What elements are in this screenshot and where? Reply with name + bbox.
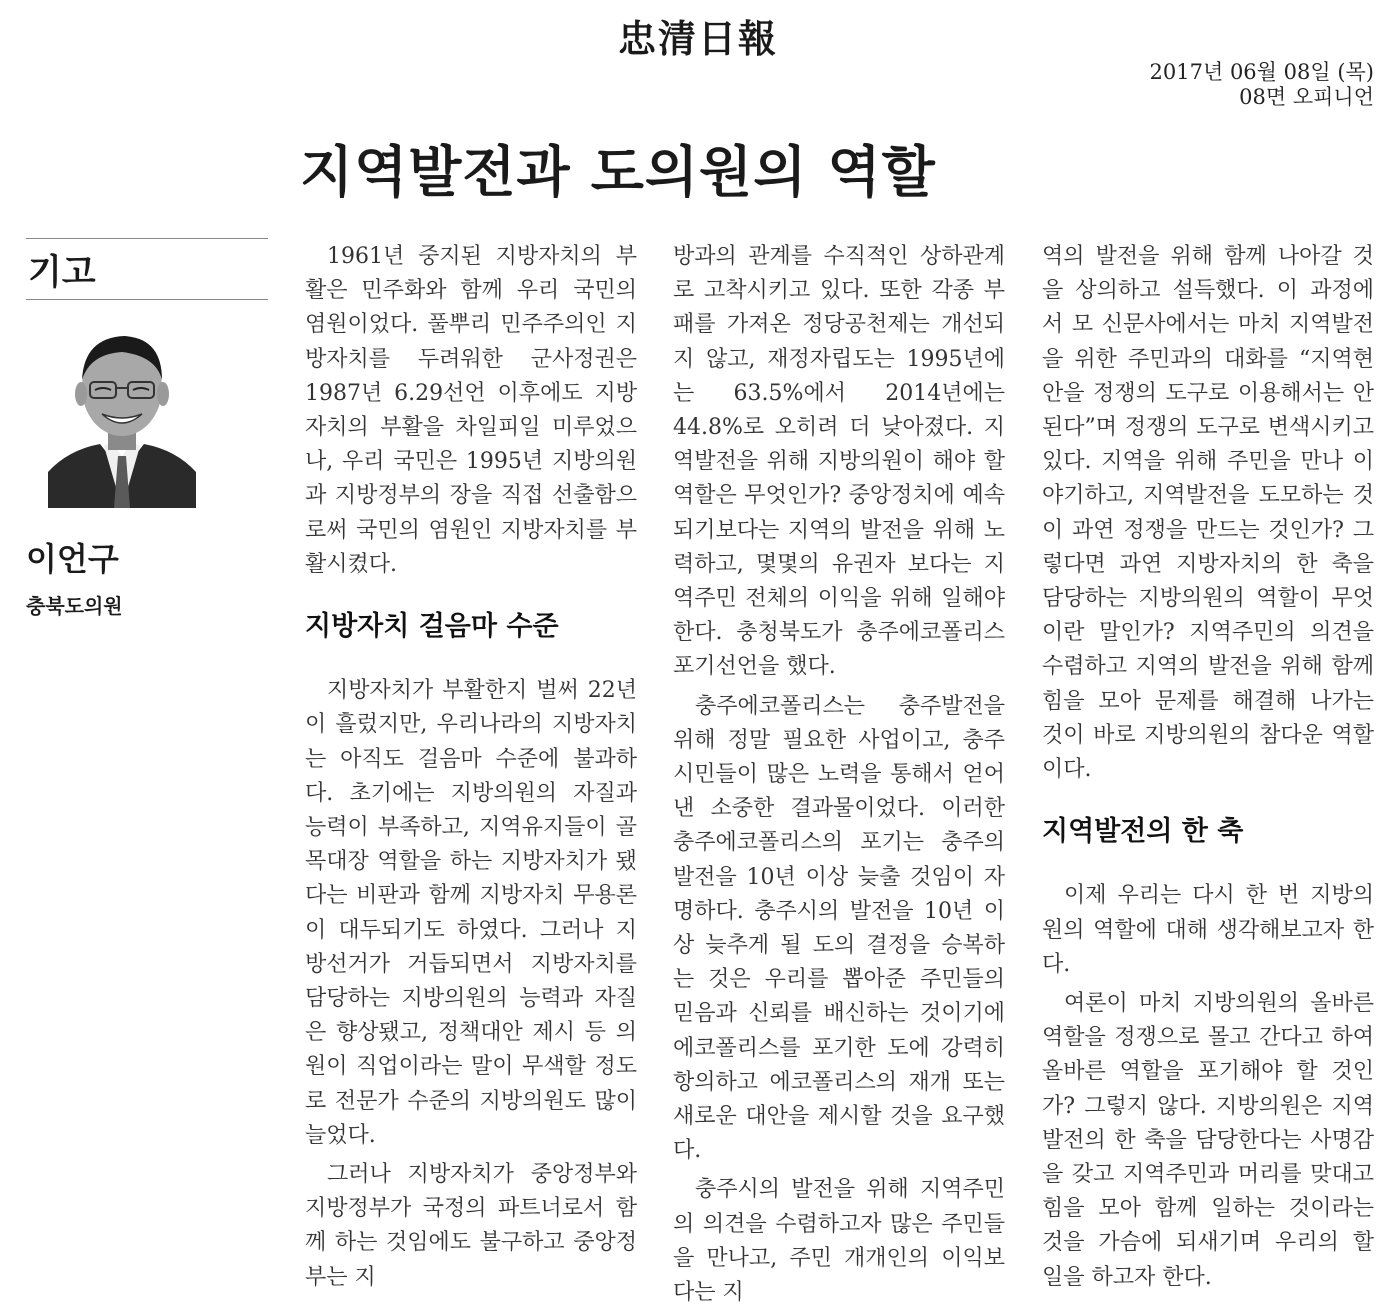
subheading: 지역발전의 한 축 [1042,816,1244,848]
article-column-3 [1042,240,1374,1295]
author-photo [48,322,196,508]
article-category: 기고 [28,253,96,293]
author-sidebar [26,238,268,619]
page-section: 08면 오피니언 [1239,85,1374,109]
article-headline: 지역발전과 도의원의 역할 [300,140,936,204]
sidebar-bottom-rule [26,299,268,300]
article-column-2 [673,240,1005,1310]
paragraph: 충주에코폴리스는 충주발전을 위해 정말 필요한 사업이고, 충주시민들이 많은 노력을 통해서 얻어낸 소중한 결과물이었다. 이러한 충주에코폴리스의 포기는 충주의 발전을 10년 이상 늦출 것임이 자명하다. 충주시의 발전을 10년 이상 늦추게 될 도의 결정을 승복하는 것은 우리를 뽑아준 주민들의 믿음과 신뢰를 배신하는 것이기에 에코폴리스를 포기한 도에 강력히 항의하고 에코폴리스의 재개 또는 새로운 대안을 제시할 것을 요구했다. [673,693,1005,1164]
author-role: 충북도의원 [26,594,123,618]
subheading: 지방자치 걸음마 수준 [305,611,559,643]
paragraph: 그러나 지방자치가 중앙정부와 지방정부가 국정의 파트너로서 함께 하는 것임에도 불구하고 중앙정부는 지 [305,1162,637,1290]
paragraph: 역의 발전을 위해 함께 나아갈 것을 상의하고 설득했다. 이 과정에서 모 신문사에서는 마치 지역발전을 위한 주민과의 대화를 “지역현안을 정쟁의 도구로 이용해서는 안된다”며 정쟁의 도구로 변색시키고 있다. 지역을 위해 주민을 만나 이야기하고, 지역발전을 도모하는 것이 과연 정쟁을 만드는 것인가? 그렇다면 과연 지방자치의 한 축을 담당하는 지방의원의 역할이 무엇이란 말인가? 지역주민의 의견을 수렴하고 지역의 발전을 위해 함께 힘을 모아 문제를 해결해 나가는 것이 바로 지방의원의 참다운 역할이다. [1042,244,1374,783]
paragraph: 방과의 관계를 수직적인 상하관계로 고착시키고 있다. 또한 각종 부패를 가져온 정당공천제는 개선되지 않고, 재정자립도는 1995년에는 63.5%에서 2014년에는 44.8%로 오히려 더 낮아졌다. 지역발전을 위해 지방의원이 해야 할 역할은 무엇인가? 중앙정치에 예속되기보다는 지역의 발전을 위해 노력하고, 몇몇의 유권자 보다는 지역주민 전체의 이익을 위해 일해야 한다. 충청북도가 충주에코폴리스 포기선언을 했다. [673,244,1005,680]
paragraph: 지방자치가 부활한지 벌써 22년이 흘렀지만, 우리나라의 지방자치는 아직도 걸음마 수준에 불과하다. 초기에는 지방의원의 자질과 능력이 부족하고, 지역유지들이 골목대장 역할을 하는 지방자치가 됐다는 비판과 함께 지방자치 무용론이 대두되기도 하였다. 그러나 지방선거가 거듭되면서 지방자치를 담당하는 지방의원의 능력과 자질은 향상됐고, 정책대안 제시 등 의원이 직업이라는 말이 무색할 정도로 전문가 수준의 지방의원도 많이 늘었다. [305,678,637,1148]
paragraph: 1961년 중지된 지방자치의 부활은 민주화와 함께 우리 국민의 염원이었다. 풀뿌리 민주주의인 지방자치를 두려워한 군사정권은 1987년 6.29선언 이후에도 지방자치의 부활을 차일피일 미루었으나, 우리 국민은 1995년 지방의원과 지방정부의 장을 직접 선출함으로써 국민의 염원인 지방자치를 부활시켰다. [305,244,637,577]
publication-date-block [1150,60,1374,110]
author-name: 이언구 [26,540,119,578]
newspaper-masthead: 忠清日報 [617,16,778,61]
publication-date: 2017년 06월 08일 (목) [1149,60,1374,84]
paragraph: 충주시의 발전을 위해 지역주민의 의견을 수렴하고자 많은 주민들을 만나고, 주민 개개인의 이익보다는 지 [673,1177,1005,1306]
article-column-1 [305,240,637,1295]
paragraph: 이제 우리는 다시 한 번 지방의원의 역할에 대해 생각해보고자 한다. [1042,883,1374,977]
paragraph: 여론이 마치 지방의원의 올바른 역할을 정쟁으로 몰고 간다고 하여 올바른 역할을 포기해야 할 것인가? 그렇지 않다. 지방의원은 지역발전의 한 축을 담당한다는 사명감을 갖고 지역주민과 머리를 맞대고 힘을 모아 함께 일하는 것이라는 것을 가슴에 되새기며 우리의 할 일을 하고자 한다. [1042,991,1374,1290]
